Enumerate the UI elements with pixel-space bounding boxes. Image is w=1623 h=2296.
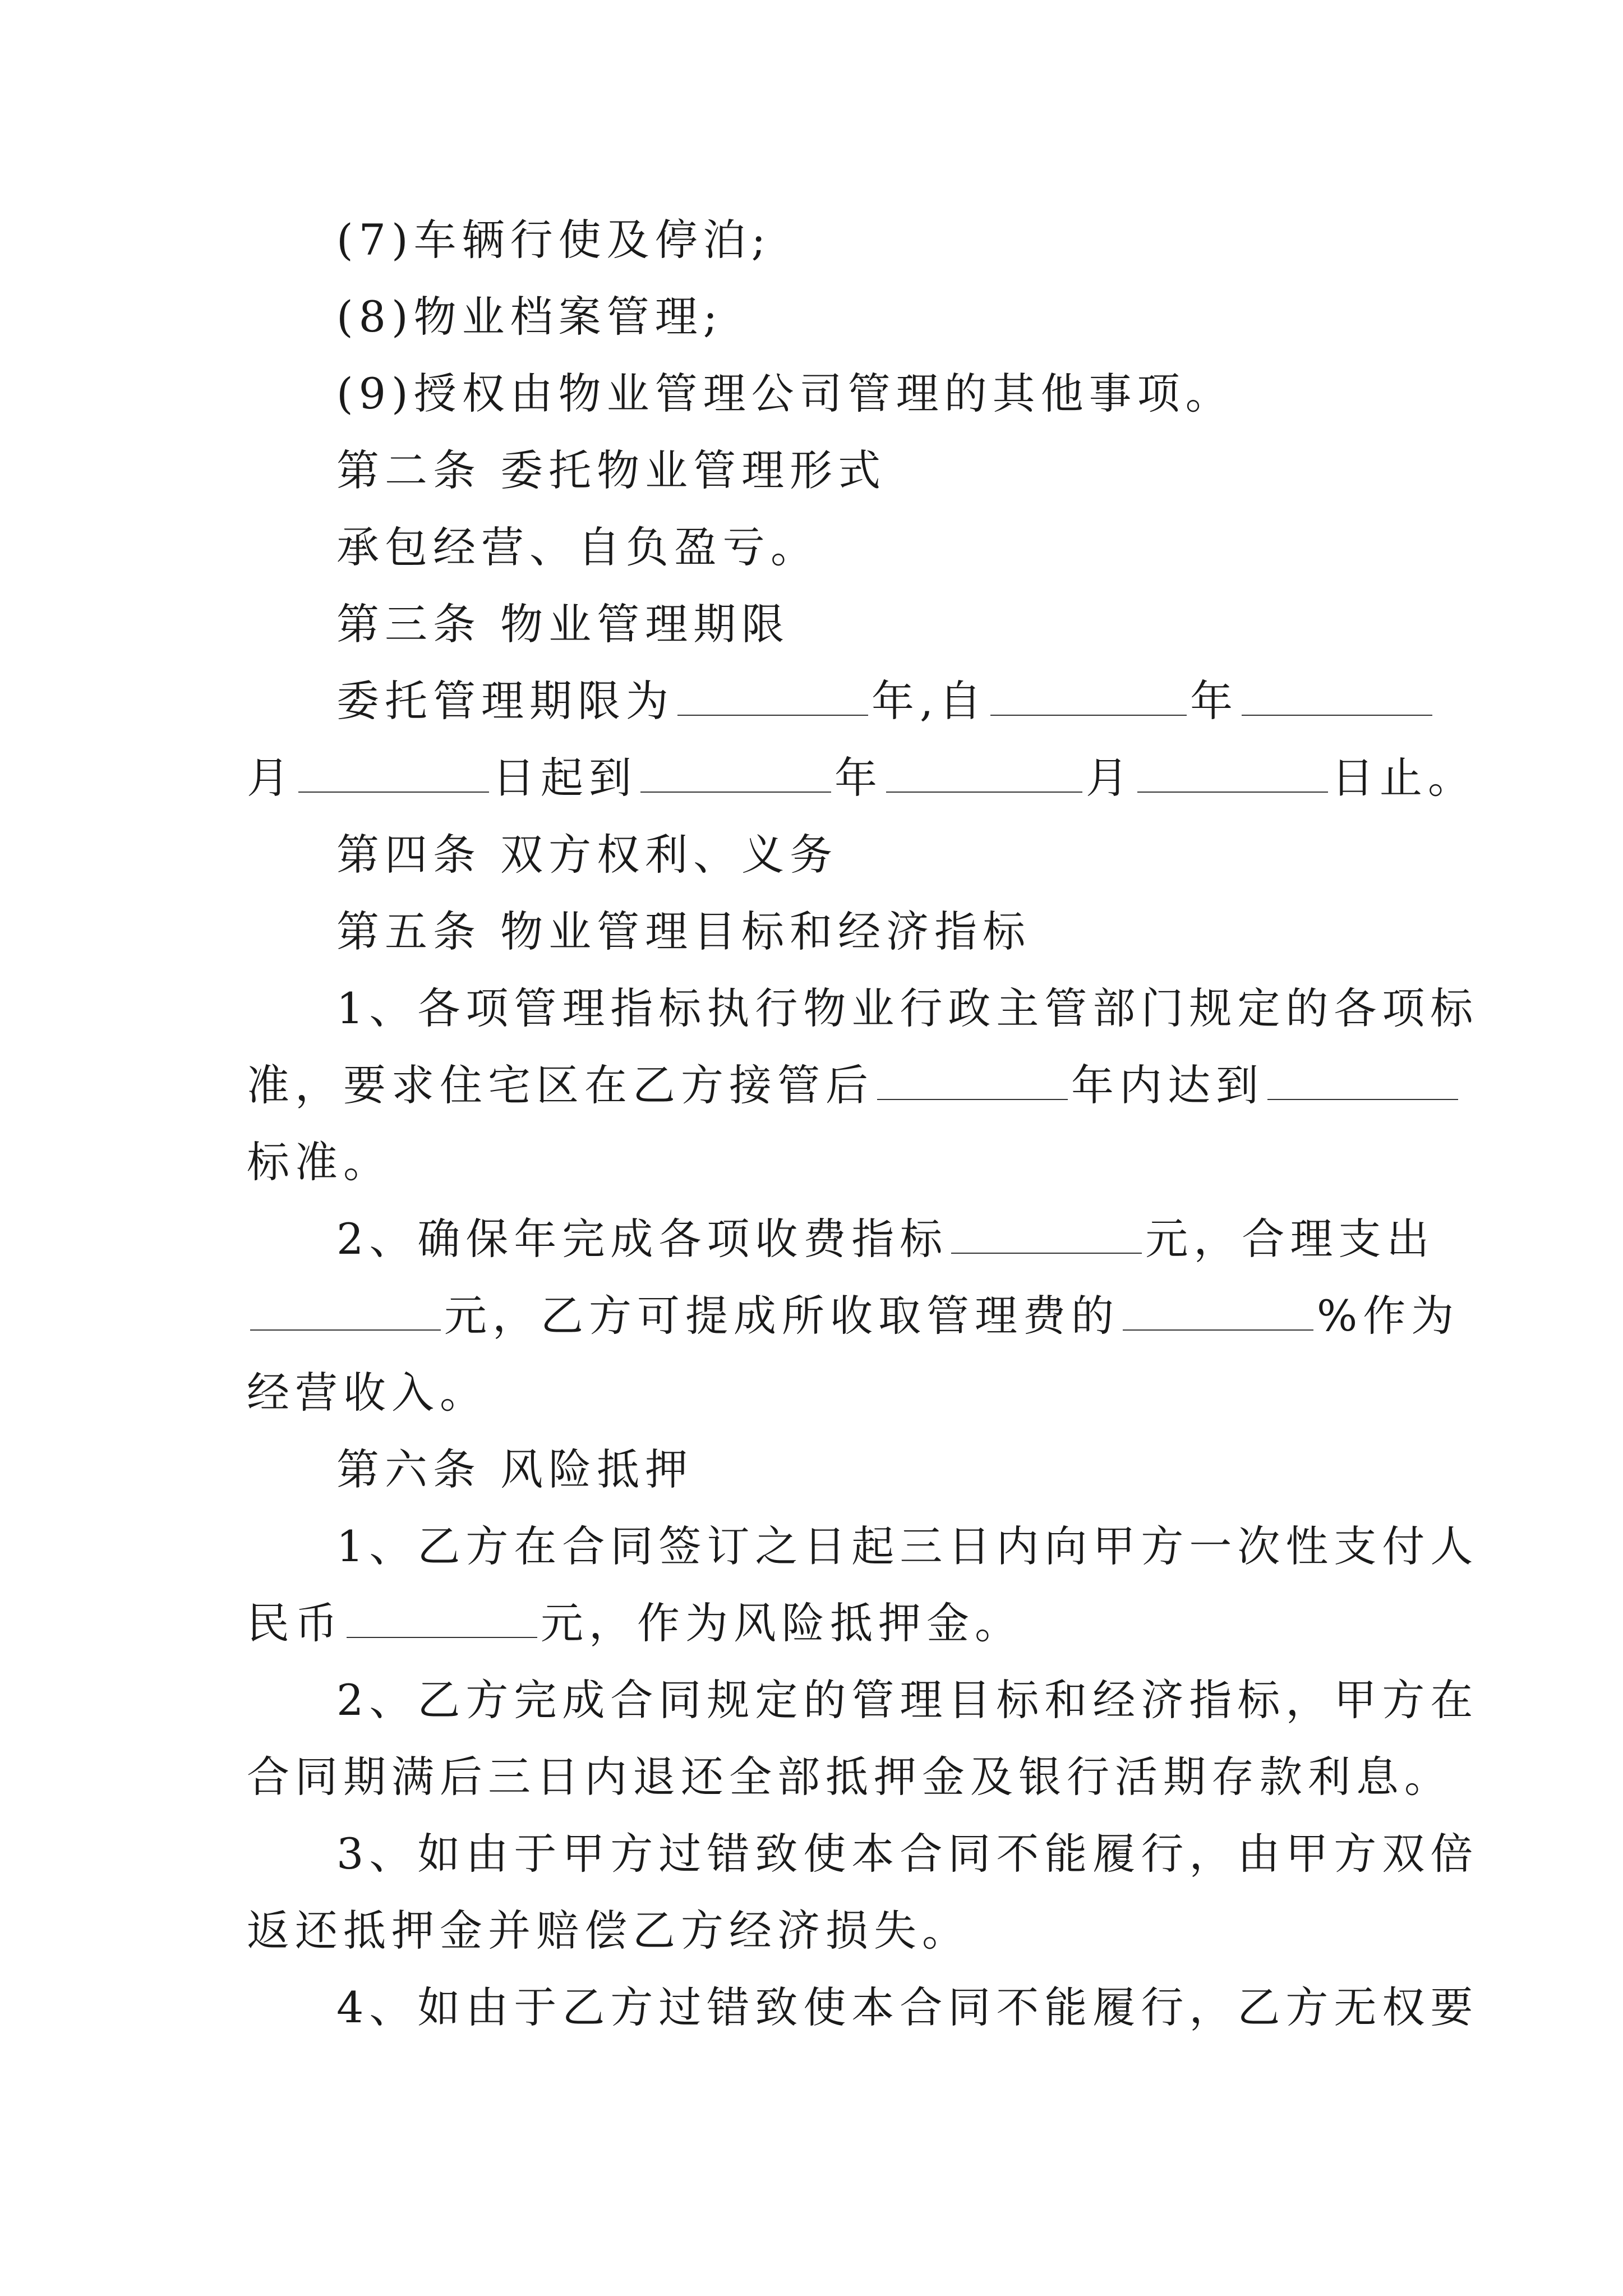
item-8: (8)物业档案管理; (336, 292, 723, 342)
article-6-item-1-line-1: 1、乙方在合同签订之日起三日内向甲方一次性支付人 (336, 1521, 1479, 1571)
blank-field (1242, 680, 1432, 716)
text-segment: 月 (1086, 753, 1134, 803)
text-segment: %作为 (1317, 1291, 1460, 1341)
article-5-item-2-line-3: 经营收入。 (247, 1368, 488, 1418)
article-3-line-1 (336, 676, 1380, 726)
article-6-item-2-line-2: 合同期满后三日内退还全部抵押金及银行活期存款利息。 (247, 1752, 1453, 1802)
blank-field (1123, 1295, 1313, 1331)
article-5-item-2-line-2 (247, 1291, 1460, 1341)
blank-field (677, 680, 868, 716)
article-5-item-1-line-3: 标准。 (247, 1137, 391, 1187)
text-segment: 年内达到 (1071, 1060, 1264, 1110)
article-6-item-3-line-2: 返还抵押金并赔偿乙方经济损失。 (247, 1906, 970, 1955)
article-2-heading: 第二条 委托物业管理形式 (336, 445, 887, 495)
text-segment: 日起到 (492, 753, 637, 803)
article-6-item-1-line-2 (247, 1598, 1380, 1648)
blank-field (347, 1602, 537, 1638)
blank-field (298, 757, 489, 793)
blank-field (990, 680, 1187, 716)
article-4-heading: 第四条 双方权利、义务 (336, 830, 838, 880)
article-6-heading: 第六条 风险抵押 (336, 1444, 694, 1494)
text-segment: 民币 (247, 1598, 343, 1648)
text-segment: 准，要求住宅区在乙方接管后 (247, 1060, 874, 1110)
item-9: (9)授权由物业管理公司管理的其他事项。 (336, 369, 1234, 418)
text-segment: 年,自 (872, 676, 988, 726)
blank-field (1267, 1064, 1458, 1100)
text-segment: 元，合理支出 (1145, 1214, 1435, 1264)
article-5-item-2-line-1 (336, 1214, 1435, 1264)
article-6-item-3-line-1: 3、如由于甲方过错致使本合同不能履行，由甲方双倍 (336, 1829, 1479, 1879)
item-7: (7)车辆行使及停泊; (336, 215, 772, 265)
text-segment: 日止。 (1331, 753, 1476, 803)
text-segment: 委托管理期限为 (336, 676, 674, 726)
text-segment: 年 (1190, 676, 1239, 726)
article-6-item-2-line-1: 2、乙方完成合同规定的管理目标和经济指标，甲方在 (336, 1675, 1479, 1725)
text-segment: 元，作为风险抵押金。 (541, 1598, 1023, 1648)
blank-field (951, 1218, 1142, 1254)
text-segment: 元，乙方可提成所收取管理费的 (444, 1291, 1119, 1341)
blank-field (640, 757, 831, 793)
blank-field (886, 757, 1082, 793)
article-5-item-1-line-2 (247, 1060, 1380, 1110)
text-segment: 年 (834, 753, 883, 803)
article-2-text: 承包经营、自负盈亏。 (336, 522, 819, 572)
text-segment: 2、确保年完成各项收费指标 (336, 1214, 948, 1264)
blank-field (250, 1295, 441, 1331)
text-segment: 月 (247, 753, 295, 803)
blank-field (877, 1064, 1068, 1100)
blank-field (1137, 757, 1328, 793)
article-3-heading: 第三条 物业管理期限 (336, 599, 790, 649)
article-5-item-1-line-1: 1、各项管理指标执行物业行政主管部门规定的各项标 (336, 983, 1479, 1033)
article-3-line-2 (247, 753, 1476, 803)
article-5-heading: 第五条 物业管理目标和经济指标 (336, 907, 1031, 956)
article-6-item-4-line-1: 4、如由于乙方过错致使本合同不能履行，乙方无权要 (336, 1982, 1479, 2032)
